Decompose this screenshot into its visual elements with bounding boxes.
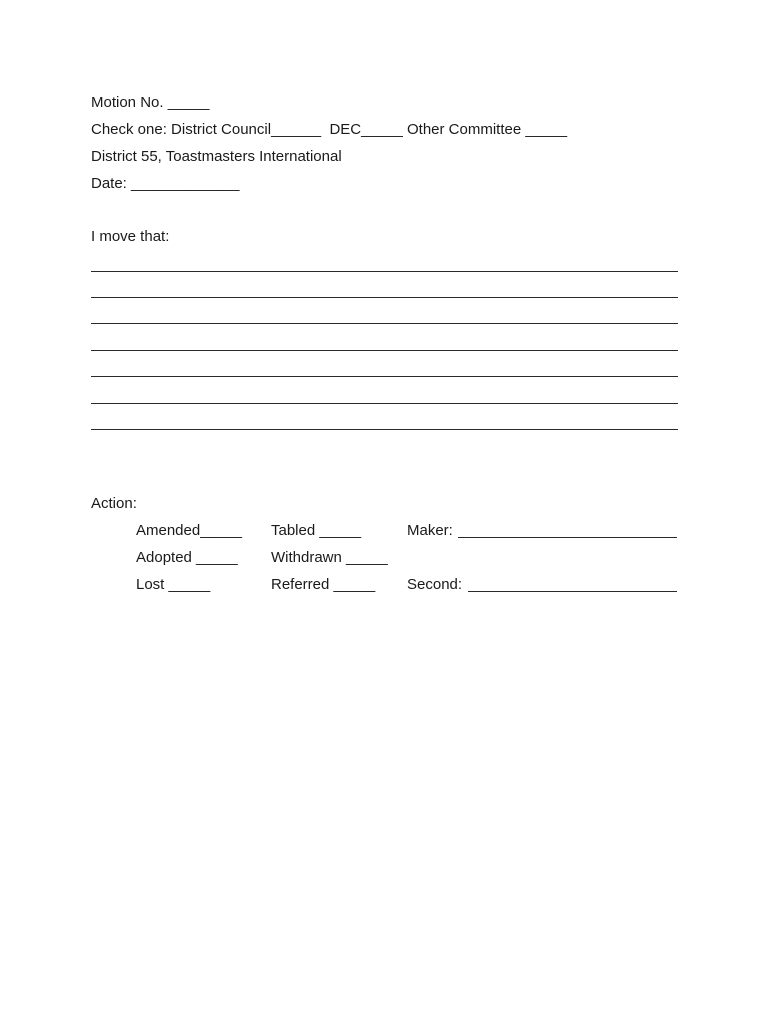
- motion-text-line-1[interactable]: [91, 271, 678, 272]
- second-label: Second:: [407, 576, 463, 593]
- tabled-field[interactable]: Tabled _____: [271, 522, 362, 539]
- date-field[interactable]: Date: _____________: [91, 175, 240, 192]
- district-title: District 55, Toastmasters International: [91, 148, 342, 165]
- motion-text-line-6[interactable]: [91, 403, 678, 404]
- second-blank[interactable]: [468, 591, 677, 592]
- motion-number-field[interactable]: Motion No. _____: [91, 94, 210, 111]
- motion-text-line-7[interactable]: [91, 429, 678, 430]
- amended-field[interactable]: Amended_____: [136, 522, 242, 539]
- action-label: Action:: [91, 495, 137, 512]
- adopted-field[interactable]: Adopted _____: [136, 549, 238, 566]
- lost-field[interactable]: Lost _____: [136, 576, 211, 593]
- check-one-field[interactable]: Check one: District Council______ DEC_____ Other Committee _____: [91, 121, 568, 138]
- motion-text-line-4[interactable]: [91, 350, 678, 351]
- maker-blank[interactable]: [458, 537, 677, 538]
- maker-label: Maker:: [407, 522, 453, 539]
- move-that-label: I move that:: [91, 228, 170, 245]
- motion-text-line-3[interactable]: [91, 323, 678, 324]
- referred-field[interactable]: Referred _____: [271, 576, 376, 593]
- withdrawn-field[interactable]: Withdrawn _____: [271, 549, 388, 566]
- motion-text-line-2[interactable]: [91, 297, 678, 298]
- motion-text-line-5[interactable]: [91, 376, 678, 377]
